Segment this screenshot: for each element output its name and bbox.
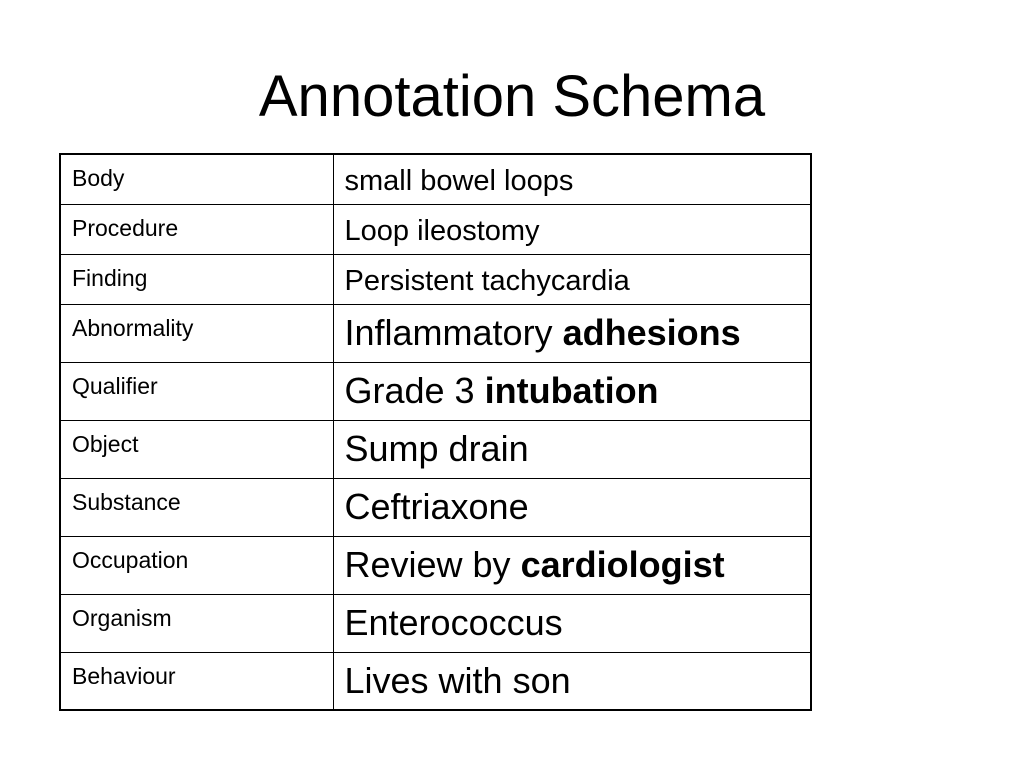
table-row [60,420,811,478]
example-text: Ceftriaxone [344,485,529,527]
example-text: Inflammatory [344,311,563,353]
table-row [60,478,811,536]
example-cell [333,478,811,536]
example-text: Enterococcus [344,601,563,643]
entity-type-cell: Abnormality [60,304,333,362]
entity-type-cell: Body [60,154,333,204]
table-row [60,304,811,362]
table-row [60,362,811,420]
example-text: Grade 3 [344,369,485,411]
annotation-schema-table [59,153,812,711]
example-text: Loop ileostomy [344,214,540,247]
example-text: Persistent tachycardia [344,264,630,297]
entity-type-cell: Behaviour [60,652,333,710]
entity-type-cell: Procedure [60,204,333,254]
example-cell [333,652,811,710]
example-emphasis: cardiologist [520,543,725,585]
entity-type-cell: Object [60,420,333,478]
example-cell [333,536,811,594]
example-cell [333,204,811,254]
example-cell [333,254,811,304]
entity-type-cell: Qualifier [60,362,333,420]
example-text: Sump drain [344,427,529,469]
table-row [60,594,811,652]
entity-type-cell: Occupation [60,536,333,594]
example-text: Lives with son [344,659,571,701]
example-cell [333,420,811,478]
example-emphasis: intubation [484,369,659,411]
example-cell [333,362,811,420]
entity-type-cell: Finding [60,254,333,304]
example-emphasis: adhesions [562,311,741,353]
table-row [60,154,811,204]
table-row [60,204,811,254]
entity-type-cell: Substance [60,478,333,536]
entity-type-cell: Organism [60,594,333,652]
example-text: Review by [344,543,521,585]
table-row [60,536,811,594]
slide-title: Annotation Schema [258,64,766,129]
example-text: small bowel loops [344,165,574,197]
example-cell [333,154,811,204]
table-row [60,254,811,304]
example-cell [333,594,811,652]
table-row [60,652,811,710]
example-cell [333,304,811,362]
